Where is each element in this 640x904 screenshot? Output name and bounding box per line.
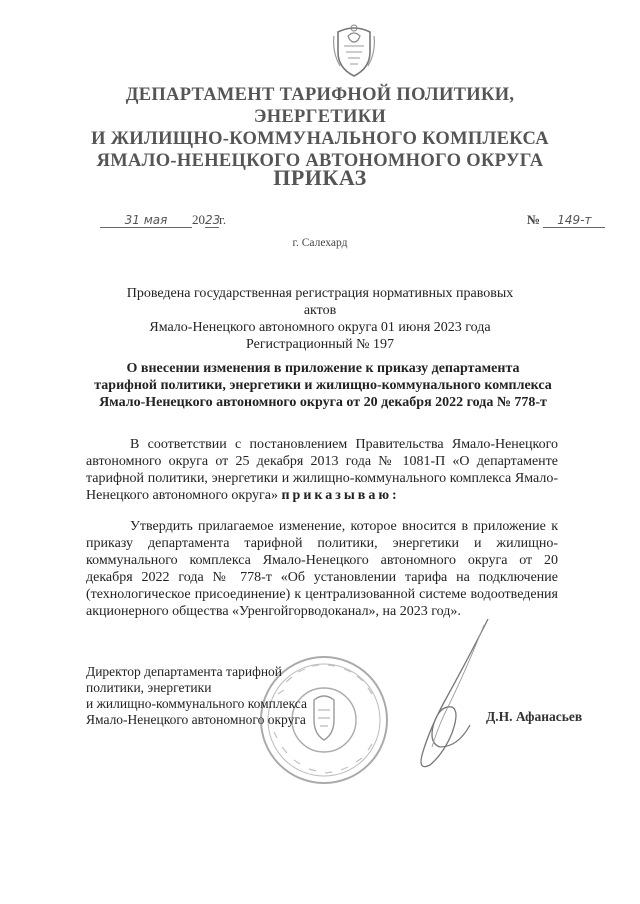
signatory-title: Директор департамента тарифной политики, энергетики и жилищно-коммунального комплекса Ямало-Ненецкого автономного округа [86,664,307,727]
year-handwritten: 23 [205,213,221,227]
number-handwritten: 149-т [543,213,605,228]
department-header [60,84,580,172]
dept-line-1: ДЕПАРТАМЕНТ ТАРИФНОЙ ПОЛИТИКИ, ЭНЕРГЕТИКИ [125,85,515,127]
date-handwritten: 31 мая [100,213,192,228]
dept-line-3: ЯМАЛО-НЕНЕЦКОГО АВТОНОМНОГО ОКРУГА [96,151,544,171]
coat-of-arms-icon [332,22,376,80]
handwritten-signature [400,615,500,785]
order-date: 31 мая 2023г. [100,212,226,228]
order-number: № 149-т [527,212,605,228]
order-keyword: приказываю: [281,488,400,503]
city: г. Салехард [292,237,348,249]
signatory-name: Д.Н. Афанасьев [486,709,583,724]
registration-note: Проведена государственная регистрация нормативных правовых актов Ямало-Ненецкого автономного округа 01 июня 2023 года Регистрационный № 197 [126,286,514,352]
paragraph-preamble: В соответствии с постановлением Правительства Ямало-Ненецкого автономного округа от 25 декабря 2013 года № 1081-П «О департаменте тарифной политики, энергетики и жилищно-коммунального комплекса Ямало-Ненецкого автономного округа» приказываю: [86,437,558,503]
order-title: О внесении изменения в приложение к приказу департамента тарифной политики, энергетики и жилищно-коммунального комплекса Ямало-Ненецкого автономного округа от 20 декабря 2022 года № 778-т [94,361,552,410]
dept-line-2: И ЖИЛИЩНО-КОММУНАЛЬНОГО КОМПЛЕКСА [91,129,549,149]
doc-type-title: ПРИКАЗ [273,165,367,190]
paragraph-main: Утвердить прилагаемое изменение, которое вносится в приложение к приказу департамента тарифной политики, энергетики и жилищно-коммунального комплекса Ямало-Ненецкого автономного округа от 20 декабря 2022 года № 778-т «Об установлении тарифа на подключение (технологическое присоединение) к централизованной системе водоотведения акционерного общества «Уренгойгорводоканал», на 2023 год». [86,519,558,619]
